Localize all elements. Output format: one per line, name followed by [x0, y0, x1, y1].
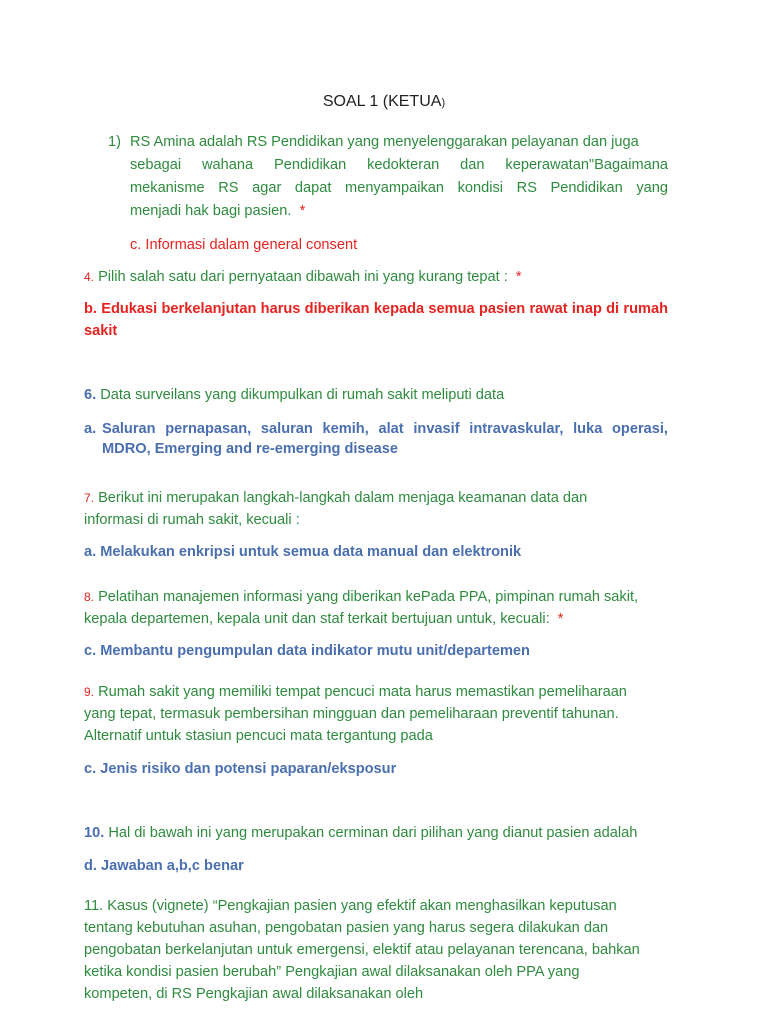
question-1-number: 1): [108, 134, 121, 150]
question-7-line-2: informasi di rumah sakit, kecuali :: [84, 512, 300, 528]
question-11-line-4: ketika kondisi pasien berubah” Pengkajian awal dilaksanakan oleh PPA yang: [84, 964, 580, 980]
question-11-line-3: pengobatan berkelanjutan untuk emergensi, elektif atau pelayanan terencana, bahkan: [84, 942, 640, 958]
question-1-answer: c. Informasi dalam general consent: [130, 237, 358, 253]
question-1-line-3: mekanisme RS agar dapat menyampaikan kondisi RS Pendidikan yang: [130, 180, 668, 196]
question-7-line-1: 7. Berikut ini merupakan langkah-langkah dalam menjaga keamanan data dan: [84, 490, 588, 506]
question-11-line-5: kompeten, di RS Pengkajian awal dilaksanakan oleh: [84, 986, 424, 1002]
question-9-line-2: yang tepat, termasuk pembersihan mingguan dan pemeliharaan preventif tahunan.: [84, 706, 619, 722]
question-10-answer: d. Jawaban a,b,c benar: [84, 858, 244, 874]
question-8-number: 8.: [84, 590, 95, 604]
question-6-answer-line-1: Saluran pernapasan, saluran kemih, alat invasif intravaskular, luka operasi,: [102, 421, 668, 437]
question-4-answer-line-1: b. Edukasi berkelanjutan harus diberikan kepada semua pasien rawat inap di rumah: [84, 301, 668, 317]
question-6-text: 6. Data surveilans yang dikumpulkan di rumah sakit meliputi data: [84, 387, 505, 403]
question-10-text: 10. Hal di bawah ini yang merupakan cerminan dari pilihan yang dianut pasien adalah: [84, 825, 638, 841]
question-8-answer: c. Membantu pengumpulan data indikator mutu unit/departemen: [84, 643, 530, 659]
question-1-line-4: menjadi hak bagi pasien. *: [130, 203, 306, 219]
question-11-line-2: tentang kebutuhan asuhan, pengobatan pasien yang harus segera dilakukan dan: [84, 920, 609, 936]
question-9-line-3: Alternatif untuk stasiun pencuci mata tergantung pada: [84, 728, 433, 744]
question-8-line-2: kepala departemen, kepala unit dan staf terkait bertujuan untuk, kecuali: *: [84, 611, 564, 627]
question-4-number: 4.: [84, 270, 95, 284]
title-paren: ): [441, 97, 446, 109]
page-title: [0, 93, 768, 111]
question-6-number: 6.: [84, 387, 97, 403]
question-4-text: 4. Pilih salah satu dari pernyataan dibawah ini yang kurang tepat : *: [84, 269, 522, 285]
question-1-line-2: sebagai wahana Pendidikan kedokteran dan keperawatan"Bagaimana: [130, 157, 668, 173]
question-10-number: 10.: [84, 825, 105, 841]
title-main: SOAL 1 (KETUA: [322, 93, 442, 110]
required-star: *: [515, 269, 522, 285]
question-7-answer: a. Melakukan enkripsi untuk semua data manual dan elektronik: [84, 544, 522, 560]
question-9-answer: c. Jenis risiko dan potensi paparan/eksposur: [84, 761, 397, 777]
question-9-line-1: 9. Rumah sakit yang memiliki tempat pencuci mata harus memastikan pemeliharaan: [84, 684, 627, 700]
question-8-line-1: 8. Pelatihan manajemen informasi yang diberikan kePada PPA, pimpinan rumah sakit,: [84, 589, 639, 605]
question-11-line-1: 11. Kasus (vignete) “Pengkajian pasien yang efektif akan menghasilkan keputusan: [84, 898, 617, 914]
required-star: *: [557, 611, 564, 627]
question-7-number: 7.: [84, 491, 95, 505]
required-star: *: [299, 203, 306, 219]
question-1-line-1: RS Amina adalah RS Pendidikan yang menyelenggarakan pelayanan dan juga: [130, 134, 639, 150]
question-4-answer-line-2: sakit: [84, 323, 118, 339]
question-6-answer-line-2: MDRO, Emerging and re-emerging disease: [102, 441, 399, 457]
question-6-answer-letter: a.: [84, 421, 97, 437]
question-9-number: 9.: [84, 685, 95, 699]
